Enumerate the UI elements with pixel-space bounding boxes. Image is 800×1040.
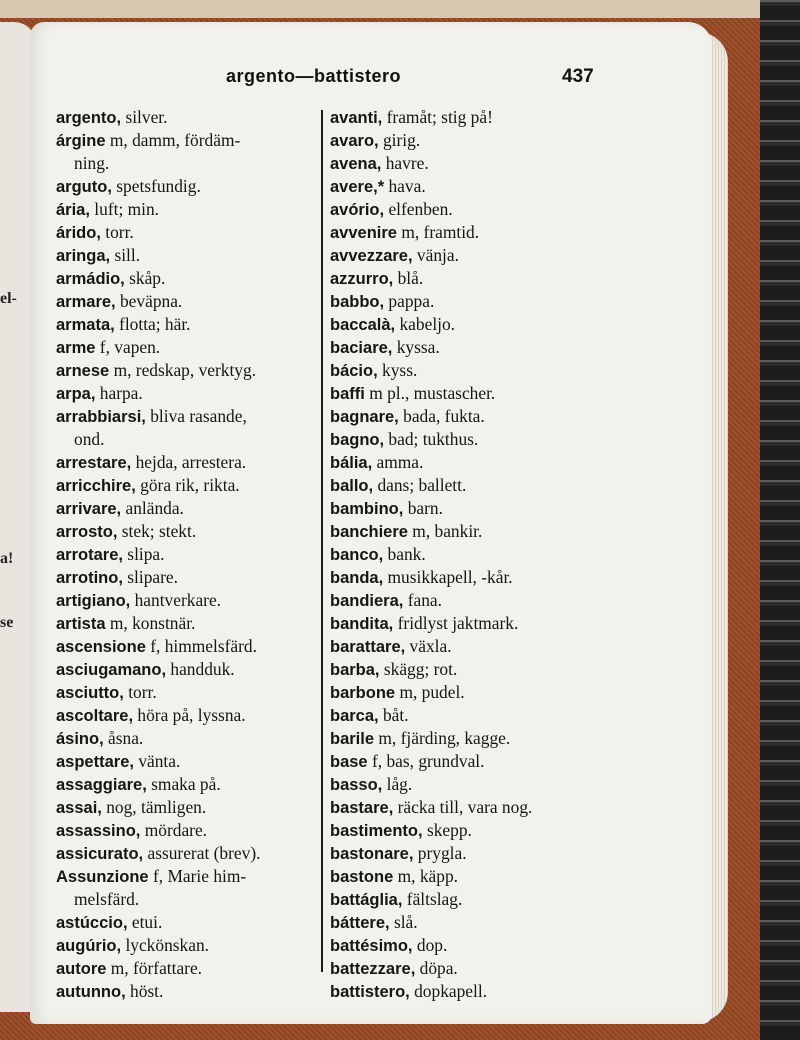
entry-definition: hejda, arrestera. <box>131 452 247 472</box>
dictionary-entry <box>330 842 600 865</box>
entry-definition: höra på, lyssna. <box>133 705 246 725</box>
entry-definition: beväpna. <box>115 291 183 311</box>
entry-definition: fältslag. <box>402 889 463 909</box>
dictionary-entry <box>56 175 326 198</box>
dictionary-entry <box>330 152 600 175</box>
entry-headword: asciutto, <box>56 684 124 702</box>
entry-headword: argento, <box>56 109 122 127</box>
entry-definition: dans; ballett. <box>373 475 467 495</box>
dictionary-entry <box>330 474 600 497</box>
entry-headword: banda, <box>330 569 384 587</box>
background-object <box>760 0 800 1040</box>
dictionary-entry <box>56 313 326 336</box>
dictionary-entry <box>56 934 326 957</box>
dictionary-entry <box>330 451 600 474</box>
entry-definition: hava. <box>384 176 426 196</box>
entry-definition: bad; tukthus. <box>384 429 479 449</box>
dictionary-entry <box>56 290 326 313</box>
entry-headword: bácio, <box>330 362 378 380</box>
entry-definition: m, bankir. <box>407 521 483 541</box>
entry-headword: azzurro, <box>330 270 394 288</box>
entry-definition: växla. <box>405 636 452 656</box>
entry-definition: handduk. <box>166 659 235 679</box>
dictionary-entry <box>56 727 326 750</box>
entry-definition: m, framtid. <box>396 222 480 242</box>
entry-headword: basso, <box>330 776 383 794</box>
entry-definition: båt. <box>378 705 409 725</box>
dictionary-entry <box>330 290 600 313</box>
dictionary-entry <box>56 796 326 819</box>
entry-definition: anlända. <box>121 498 184 518</box>
dictionary-entry <box>330 405 600 428</box>
entry-definition: skägg; rot. <box>379 659 458 679</box>
entry-definition: m, fjärding, kagge. <box>374 728 511 748</box>
entry-headword: barbone <box>330 684 396 702</box>
entry-definition: assurerat (brev). <box>143 843 261 863</box>
entry-definition: slipare. <box>122 567 178 587</box>
dictionary-entry <box>56 773 326 796</box>
entry-headword: bambino, <box>330 500 404 518</box>
dictionary-entry <box>56 198 326 221</box>
dictionary-entry <box>330 796 600 819</box>
dictionary-entry <box>330 382 600 405</box>
entry-definition: elfenben. <box>384 199 453 219</box>
entry-headword: avere,* <box>330 178 385 196</box>
entry-headword: ária, <box>56 201 90 219</box>
entry-definition: etui. <box>127 912 163 932</box>
entry-headword: baciare, <box>330 339 393 357</box>
entry-definition: kyssa. <box>392 337 440 357</box>
entry-definition: vänta. <box>133 751 181 771</box>
entry-headword: battezzare, <box>330 960 416 978</box>
dictionary-page <box>30 22 712 1024</box>
entry-definition: stek; stekt. <box>117 521 197 541</box>
entry-definition: f, vapen. <box>95 337 161 357</box>
entry-headword: arpa, <box>56 385 96 403</box>
entry-definition: döpa. <box>415 958 458 978</box>
entry-headword: avanti, <box>330 109 383 127</box>
dictionary-entry <box>330 221 600 244</box>
dictionary-entry <box>56 819 326 842</box>
entry-definition: framåt; stig på! <box>382 107 493 127</box>
entry-headword: bastare, <box>330 799 394 817</box>
entry-headword: assicurato, <box>56 845 144 863</box>
entry-headword: artista <box>56 615 106 633</box>
dictionary-entry <box>56 451 326 474</box>
entry-headword: avório, <box>330 201 385 219</box>
entry-definition: girig. <box>378 130 421 150</box>
dictionary-entry <box>330 957 600 980</box>
entry-definition: musikkapell, -kår. <box>383 567 513 587</box>
entry-headword: arrotare, <box>56 546 123 564</box>
entry-headword: árido, <box>56 224 101 242</box>
entry-headword: bastimento, <box>330 822 423 840</box>
dictionary-entry <box>330 543 600 566</box>
left-page-fragment: a! <box>0 550 14 567</box>
entry-headword: barile <box>330 730 375 748</box>
header-title: argento—battistero <box>226 66 402 86</box>
entry-headword: autore <box>56 960 107 978</box>
dictionary-entry <box>330 336 600 359</box>
entry-headword: bastone <box>330 868 394 886</box>
entry-headword: barca, <box>330 707 379 725</box>
dictionary-entry <box>330 865 600 888</box>
entry-definition: göra rik, rikta. <box>135 475 240 495</box>
dictionary-entry <box>56 566 326 589</box>
entry-definition: fana. <box>403 590 442 610</box>
dictionary-entry <box>330 244 600 267</box>
entry-headword: battistero, <box>330 983 410 1001</box>
entry-headword: asciugamano, <box>56 661 167 679</box>
entry-definition: barn. <box>403 498 443 518</box>
dictionary-entry <box>330 566 600 589</box>
dictionary-entry <box>56 497 326 520</box>
entry-headword: battésimo, <box>330 937 413 955</box>
dictionary-entry <box>56 405 326 428</box>
entry-definition: kyss. <box>377 360 418 380</box>
entry-headword: autunno, <box>56 983 126 1001</box>
entry-definition: skåp. <box>124 268 166 288</box>
column-divider <box>321 110 323 972</box>
entry-definition: flotta; här. <box>114 314 191 334</box>
dictionary-entry <box>56 244 326 267</box>
entry-definition: bank. <box>383 544 426 564</box>
entry-headword: armata, <box>56 316 115 334</box>
dictionary-entry <box>56 543 326 566</box>
entry-definition: m, författare. <box>106 958 203 978</box>
entry-headword: base <box>330 753 368 771</box>
entry-definition: ning. <box>74 153 110 173</box>
entry-definition: f, Marie him- <box>148 866 247 886</box>
entry-definition: m, redskap, verktyg. <box>109 360 257 380</box>
dictionary-entry <box>56 612 326 635</box>
entry-headword: avena, <box>330 155 382 173</box>
dictionary-entry <box>330 934 600 957</box>
left-page-fragment: se <box>0 614 14 631</box>
entry-headword: assaggiare, <box>56 776 147 794</box>
entry-definition: dopkapell. <box>409 981 488 1001</box>
left-page-fragment: el- <box>0 290 17 307</box>
dictionary-entry <box>330 428 600 451</box>
entry-definition: bliva rasande, <box>145 406 247 426</box>
dictionary-entry <box>330 888 600 911</box>
entry-definition: hantverkare. <box>130 590 222 610</box>
entry-headword: avaro, <box>330 132 379 150</box>
entry-headword: baccalà, <box>330 316 396 334</box>
dictionary-entry <box>56 980 326 1003</box>
dictionary-entry <box>330 704 600 727</box>
entry-headword: barba, <box>330 661 380 679</box>
dictionary-entry <box>56 865 326 888</box>
table-surface <box>0 0 800 18</box>
entry-headword: báttere, <box>330 914 390 932</box>
entry-headword: babbo, <box>330 293 385 311</box>
entry-definition: dop. <box>412 935 448 955</box>
dictionary-entry <box>56 635 326 658</box>
entry-definition: fridlyst jaktmark. <box>393 613 519 633</box>
entry-definition: havre. <box>381 153 429 173</box>
entry-definition: nog, tämligen. <box>101 797 207 817</box>
entry-headword: augúrio, <box>56 937 122 955</box>
dictionary-entry <box>56 842 326 865</box>
entry-headword: armádio, <box>56 270 125 288</box>
entry-headword: artigiano, <box>56 592 131 610</box>
entry-definition: lyckönskan. <box>121 935 209 955</box>
entry-definition: slipa. <box>122 544 165 564</box>
entry-headword: arrivare, <box>56 500 122 518</box>
entry-headword: assai, <box>56 799 102 817</box>
entry-definition: melsfärd. <box>74 889 140 909</box>
entry-definition: låg. <box>382 774 413 794</box>
dictionary-entry <box>330 198 600 221</box>
dictionary-entry <box>330 497 600 520</box>
entry-definition: ond. <box>74 429 105 449</box>
entry-headword: barattare, <box>330 638 406 656</box>
dictionary-entry <box>330 773 600 796</box>
entry-headword: arguto, <box>56 178 112 196</box>
entry-definition: åsna. <box>103 728 144 748</box>
entry-definition: m pl., mustascher. <box>364 383 496 403</box>
left-column <box>56 106 326 1003</box>
entry-definition: harpa. <box>95 383 143 403</box>
dictionary-entry <box>330 658 600 681</box>
entry-definition: räcka till, vara nog. <box>393 797 533 817</box>
dictionary-entry <box>330 267 600 290</box>
dictionary-entry <box>330 313 600 336</box>
entry-definition: m, pudel. <box>395 682 465 702</box>
dictionary-entry <box>56 750 326 773</box>
entry-headword: banchiere <box>330 523 408 541</box>
dictionary-entry <box>330 359 600 382</box>
dictionary-entry <box>56 888 326 911</box>
entry-headword: aringa, <box>56 247 111 265</box>
dictionary-entry <box>330 727 600 750</box>
dictionary-entry <box>56 267 326 290</box>
dictionary-entry <box>56 382 326 405</box>
entry-headword: baffi <box>330 385 365 403</box>
entry-headword: árgine <box>56 132 106 150</box>
entry-definition: f, bas, grundval. <box>367 751 485 771</box>
dictionary-entry <box>330 980 600 1003</box>
entry-headword: armare, <box>56 293 116 311</box>
dictionary-entry <box>56 428 326 451</box>
entry-definition: skepp. <box>422 820 472 840</box>
dictionary-entry <box>56 704 326 727</box>
entry-headword: arrotino, <box>56 569 123 587</box>
entry-headword: arnese <box>56 362 110 380</box>
dictionary-entry <box>56 681 326 704</box>
entry-definition: m, käpp. <box>393 866 458 886</box>
entry-definition: sill. <box>110 245 141 265</box>
entry-definition: pappa. <box>384 291 435 311</box>
entry-definition: slå. <box>389 912 418 932</box>
entry-headword: ballo, <box>330 477 374 495</box>
entry-definition: vänja. <box>412 245 459 265</box>
entry-headword: aspettare, <box>56 753 134 771</box>
entry-headword: bandita, <box>330 615 394 633</box>
entry-headword: arrosto, <box>56 523 118 541</box>
entry-definition: torr. <box>123 682 157 702</box>
dictionary-entry <box>56 589 326 612</box>
entry-definition: luft; min. <box>89 199 160 219</box>
entry-headword: arricchire, <box>56 477 136 495</box>
entry-headword: banco, <box>330 546 384 564</box>
dictionary-entry <box>330 589 600 612</box>
dictionary-entry <box>330 681 600 704</box>
entry-headword: bastonare, <box>330 845 414 863</box>
running-header <box>30 66 712 92</box>
dictionary-entry <box>56 152 326 175</box>
entry-headword: bagnare, <box>330 408 399 426</box>
entry-headword: arme <box>56 339 96 357</box>
right-column <box>330 106 600 1003</box>
entry-headword: ascensione <box>56 638 146 656</box>
entry-headword: arrabbiarsi, <box>56 408 146 426</box>
entry-definition: spetsfundig. <box>111 176 201 196</box>
entry-headword: battáglia, <box>330 891 403 909</box>
dictionary-entry <box>330 520 600 543</box>
entry-definition: m, konstnär. <box>105 613 196 633</box>
entry-headword: Assunzione <box>56 868 149 886</box>
entry-headword: assassino, <box>56 822 141 840</box>
entry-headword: bália, <box>330 454 373 472</box>
dictionary-entry <box>330 129 600 152</box>
dictionary-entry <box>330 106 600 129</box>
entry-definition: mördare. <box>140 820 208 840</box>
entry-definition: torr. <box>100 222 134 242</box>
entry-definition: amma. <box>372 452 424 472</box>
entry-headword: avvenire <box>330 224 397 242</box>
dictionary-entry <box>330 911 600 934</box>
dictionary-entry <box>56 336 326 359</box>
entry-definition: höst. <box>125 981 164 1001</box>
dictionary-entry <box>330 819 600 842</box>
dictionary-entry <box>330 750 600 773</box>
entry-headword: bagno, <box>330 431 385 449</box>
entry-headword: arrestare, <box>56 454 132 472</box>
entry-definition: prygla. <box>413 843 467 863</box>
entry-headword: astúccio, <box>56 914 128 932</box>
dictionary-entry <box>330 175 600 198</box>
entry-definition: f, himmelsfärd. <box>145 636 257 656</box>
dictionary-entry <box>56 221 326 244</box>
dictionary-entry <box>56 911 326 934</box>
dictionary-entry <box>330 635 600 658</box>
entry-definition: kabeljo. <box>395 314 456 334</box>
page-number: 437 <box>562 66 594 87</box>
entry-headword: bandiera, <box>330 592 404 610</box>
entry-definition: blå. <box>393 268 424 288</box>
entry-headword: ásino, <box>56 730 104 748</box>
dictionary-entry <box>56 359 326 382</box>
entry-definition: smaka på. <box>146 774 221 794</box>
dictionary-entry <box>330 612 600 635</box>
dictionary-entry <box>56 520 326 543</box>
dictionary-entry <box>56 658 326 681</box>
dictionary-entry <box>56 106 326 129</box>
dictionary-entry <box>56 129 326 152</box>
dictionary-entry <box>56 474 326 497</box>
dictionary-entry <box>56 957 326 980</box>
entry-definition: silver. <box>121 107 168 127</box>
entry-definition: bada, fukta. <box>398 406 485 426</box>
entry-definition: m, damm, fördäm- <box>105 130 241 150</box>
entry-headword: ascoltare, <box>56 707 134 725</box>
entry-headword: avvezzare, <box>330 247 413 265</box>
